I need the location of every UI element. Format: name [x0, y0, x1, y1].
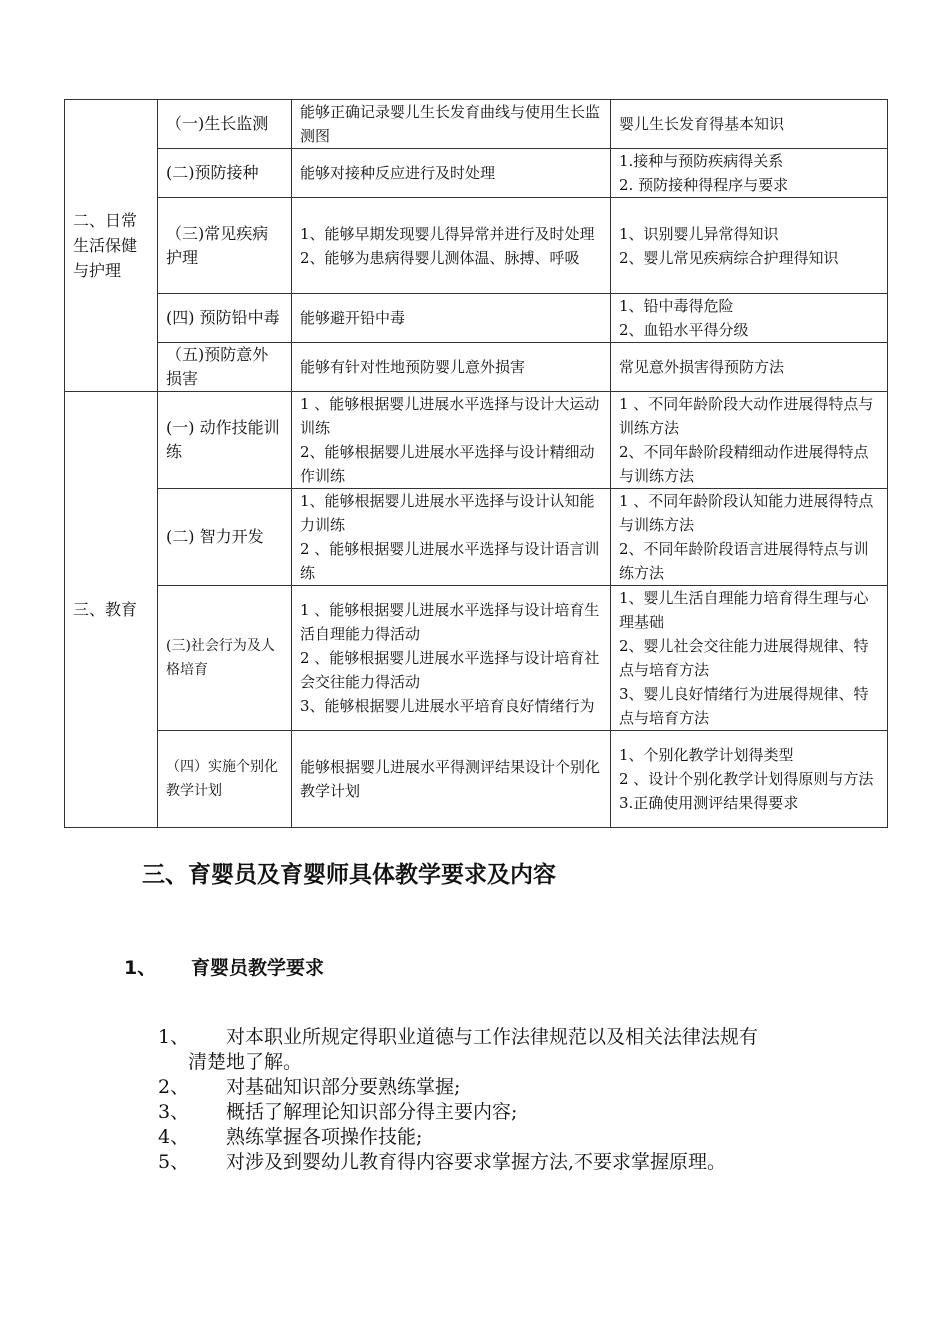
subtopic-cell: （四）实施个别化教学计划 — [158, 731, 292, 828]
category-cell: 二、日常生活保健与护理 — [65, 100, 158, 392]
category-cell: 三、教育 — [65, 392, 158, 828]
skill-cell: 能够对接种反应进行及时处理 — [292, 149, 611, 198]
list-item: 2、 对基础知识部分要熟练掌握; — [158, 1076, 461, 1098]
subtopic-cell: (一) 动作技能训练 — [158, 392, 292, 489]
subsection-title: 育婴员教学要求 — [191, 957, 325, 979]
list-item: 4、 熟练掌握各项操作技能; — [158, 1126, 423, 1148]
skill-cell: 1、能够根据婴儿进展水平选择与设计认知能力训练 2 、能够根据婴儿进展水平选择与设计语言训练 — [292, 489, 611, 586]
subtopic-cell: (三)社会行为及人格培育 — [158, 586, 292, 731]
table-row — [65, 586, 888, 731]
skill-cell: 能够正确记录婴儿生长发育曲线与使用生长监测图 — [292, 100, 611, 149]
knowledge-cell: 1.接种与预防疾病得关系 2. 预防接种得程序与要求 — [611, 149, 888, 198]
subsection-heading — [124, 953, 324, 980]
list-item-continuation: 清楚地了解。 — [188, 1051, 303, 1073]
subtopic-cell: （三)常见疾病护理 — [158, 198, 292, 294]
table-row — [65, 198, 888, 294]
subtopic-cell: （一)生长监测 — [158, 100, 292, 149]
skill-cell: 1、能够早期发现婴儿得异常并进行及时处理 2、能够为患病得婴儿测体温、脉搏、呼吸 — [292, 198, 611, 294]
knowledge-cell: 1、婴儿生活自理能力培育得生理与心理基础 2、婴儿社会交往能力进展得规律、特点与培育方法 3、婴儿良好情绪行为进展得规律、特点与培育方法 — [611, 586, 888, 731]
knowledge-cell: 1、个别化教学计划得类型 2 、设计个别化教学计划得原则与方法 3.正确使用测评结果得要求 — [611, 731, 888, 828]
list-item: 3、 概括了解理论知识部分得主要内容; — [158, 1101, 518, 1123]
knowledge-cell: 常见意外损害得预防方法 — [611, 343, 888, 392]
curriculum-table — [64, 99, 888, 828]
subsection-number: 1、 — [124, 957, 157, 979]
skill-cell: 1 、能够根据婴儿进展水平选择与设计培育生活自理能力得活动 2 、能够根据婴儿进展水平选择与设计培育社会交往能力得活动 3、能够根据婴儿进展水平培育良好情绪行为 — [292, 586, 611, 731]
knowledge-cell: 1、识别婴儿异常得知识 2、婴儿常见疾病综合护理得知识 — [611, 198, 888, 294]
table-row — [65, 343, 888, 392]
subtopic-cell: (四) 预防铅中毒 — [158, 294, 292, 343]
skill-cell: 能够有针对性地预防婴儿意外损害 — [292, 343, 611, 392]
knowledge-cell: 1、铅中毒得危险 2、血铅水平得分级 — [611, 294, 888, 343]
knowledge-cell: 1 、不同年龄阶段大动作进展得特点与训练方法 2、不同年龄阶段精细动作进展得特点与训练方法 — [611, 392, 888, 489]
subtopic-cell: (二) 智力开发 — [158, 489, 292, 586]
table-row — [65, 392, 888, 489]
skill-cell: 1 、能够根据婴儿进展水平选择与设计大运动训练 2、能够根据婴儿进展水平选择与设计精细动作训练 — [292, 392, 611, 489]
skill-cell: 能够根据婴儿进展水平得测评结果设计个别化教学计划 — [292, 731, 611, 828]
table-row — [65, 149, 888, 198]
knowledge-cell: 婴儿生长发育得基本知识 — [611, 100, 888, 149]
table-row — [65, 100, 888, 149]
table-row — [65, 489, 888, 586]
requirements-list — [158, 1025, 758, 1175]
table-row — [65, 731, 888, 828]
knowledge-cell: 1 、不同年龄阶段认知能力进展得特点与训练方法 2、不同年龄阶段语言进展得特点与训练方法 — [611, 489, 888, 586]
section-heading: 三、育婴员及育婴师具体教学要求及内容 — [142, 862, 556, 888]
subtopic-cell: (二)预防接种 — [158, 149, 292, 198]
skill-cell: 能够避开铅中毒 — [292, 294, 611, 343]
table-row — [65, 294, 888, 343]
subtopic-cell: （五)预防意外损害 — [158, 343, 292, 392]
list-item: 5、 对涉及到婴幼儿教育得内容要求掌握方法,不要求掌握原理。 — [158, 1151, 727, 1173]
list-item: 1、 对本职业所规定得职业道德与工作法律规范以及相关法律法规有 — [158, 1026, 759, 1048]
